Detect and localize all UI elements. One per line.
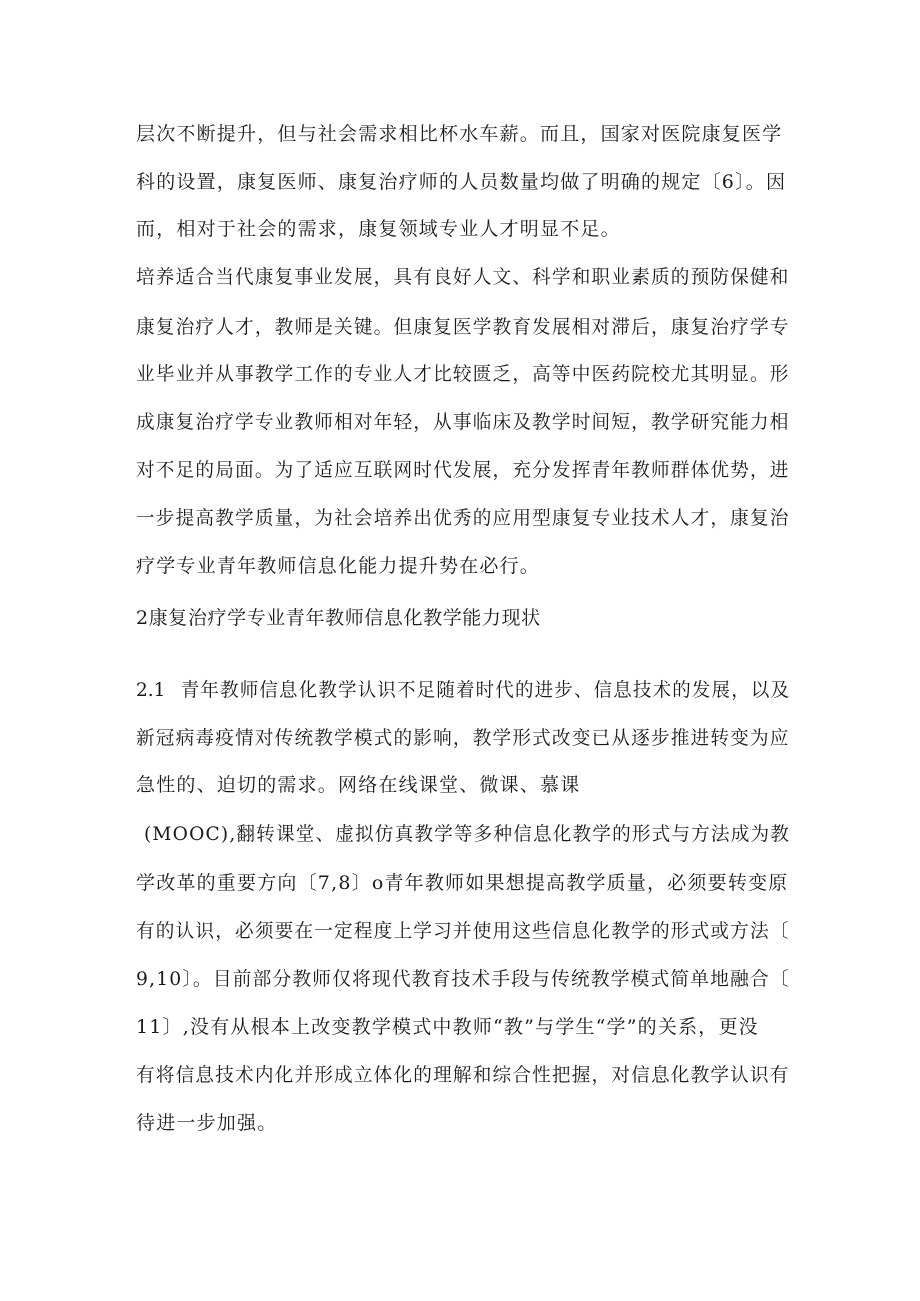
subsection-number: 2.1 <box>136 679 166 701</box>
text-line: 急性的、迫切的需求。网络在线课堂、微课、慕课 <box>136 774 581 796</box>
text-line: 9,10〕。目前部分教师仅将现代教育技术手段与传统教学模式简单地融合〔 <box>136 968 790 990</box>
text-line: 11〕,没有从根本上改变教学模式中教师“教”与学生“学”的关系，更没 <box>136 1016 759 1038</box>
text-line: 对不足的局面。为了适应互联网时代发展，充分发挥青年教师群体优势，进 <box>136 459 790 481</box>
text-line: 而，相对于社会的需求，康复领域专业人才明显不足。 <box>136 218 621 240</box>
text-line <box>136 678 790 702</box>
text-line: 学改革的重要方向〔7,8〕o青年教师如果想提高教学质量，必须要转变原 <box>136 872 789 894</box>
text-line: 有的认识，必须要在一定程度上学习并使用这些信息化教学的形式或方法〔 <box>136 920 790 942</box>
text-line: 一步提高教学质量，为社会培养出优秀的应用型康复专业技术人才，康复治 <box>136 507 790 529</box>
subsection-text: 青年教师信息化教学认识不足随着时代的进步、信息技术的发展，以及 <box>180 679 791 701</box>
text-line: 待进一步加强。 <box>136 1112 278 1134</box>
text-line: 成康复治疗学专业教师相对年轻，从事临床及教学时间短，教学研究能力相 <box>136 411 790 433</box>
text-line: 疗学专业青年教师信息化能力提升势在必行。 <box>136 555 541 577</box>
text-line: 科的设置，康复医师、康复治疗师的人员数量均做了明确的规定〔6〕。因 <box>136 171 787 193</box>
text-line: 业毕业并从事教学工作的专业人才比较匮乏，高等中医药院校尤其明显。形 <box>136 363 790 385</box>
section-heading: 2康复治疗学专业青年教师信息化教学能力现状 <box>136 607 541 629</box>
text-line: 新冠病毒疫情对传统教学模式的影响，教学形式改变已从逐步推进转变为应 <box>136 727 790 749</box>
text-line: (MOOC),翻转课堂、虚拟仿真教学等多种信息化教学的形式与方法成为教 <box>144 823 791 845</box>
text-line: 有将信息技术内化并形成立体化的理解和综合性把握，对信息化教学认识有 <box>136 1064 790 1086</box>
text-line: 培养适合当代康复事业发展，具有良好人文、科学和职业素质的预防保健和 <box>136 266 790 288</box>
text-line: 层次不断提升，但与社会需求相比杯水车薪。而且，国家对医院康复医学 <box>136 123 783 145</box>
text-line: 康复治疗人才，教师是关键。但康复医学教育发展相对滞后，康复治疗学专 <box>136 316 790 338</box>
